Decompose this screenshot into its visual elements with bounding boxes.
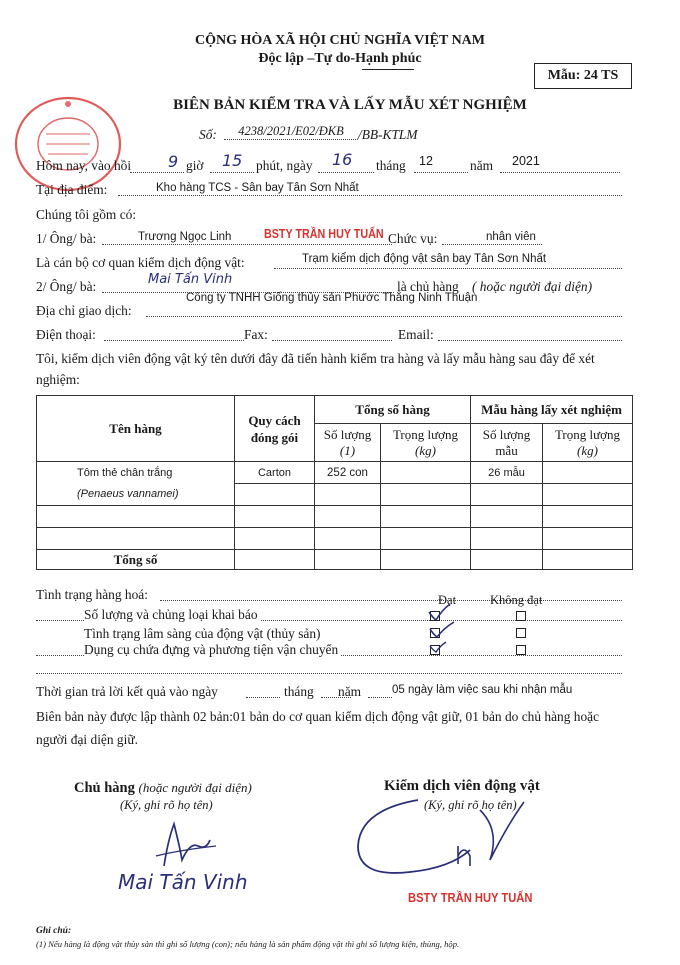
result-month-label: tháng	[284, 684, 314, 699]
month-value: 12	[419, 154, 433, 168]
minute-label: phút, ngày	[256, 158, 313, 173]
country-name: CỘNG HÒA XÃ HỘI CHỦ NGHĨA VIỆT NAM	[194, 33, 485, 48]
result-day-dots	[246, 697, 280, 698]
person2-role-hint: ( hoặc người đại diện)	[472, 279, 593, 294]
doc-number-suffix: /BB-KTLM	[358, 127, 418, 142]
statement-line-2: nghiệm:	[36, 372, 80, 387]
table-cell	[235, 550, 315, 570]
table-cell	[235, 484, 315, 506]
person1-label: 1/ Ông/ bà:	[36, 231, 97, 246]
fail-checkbox-1[interactable]	[516, 611, 526, 621]
sub-weight-text: Trọng lượng	[392, 426, 459, 442]
row-weight	[381, 462, 471, 484]
intro-text: Chúng tôi gồm có:	[36, 207, 137, 222]
fail-checkbox-2[interactable]	[516, 628, 526, 638]
result-prefix: Thời gian trả lời kết quả vào ngày	[36, 684, 218, 699]
condition-item-3: Dụng cụ chứa đựng và phương tiện vận chuyển	[84, 642, 339, 657]
table-cell	[315, 550, 381, 570]
table-cell	[315, 528, 381, 550]
year-dots	[500, 172, 620, 173]
table-cell	[543, 484, 633, 506]
person1-dots	[102, 244, 392, 245]
col-total-header: Tổng số hàng	[315, 396, 471, 424]
sub-sample-weight-header	[543, 424, 633, 462]
position-label: Chức vụ:	[388, 231, 438, 246]
table-cell	[471, 528, 543, 550]
table-cell	[543, 528, 633, 550]
company-name: Công ty TNHH Giống thủy sản Phước Thắng Ninh Thuận	[186, 292, 478, 304]
month-dots	[414, 172, 468, 173]
check-marks	[424, 602, 464, 658]
motto-underline	[362, 69, 414, 70]
sign-left-title: Chủ hàng	[74, 780, 135, 796]
sign-left-name: Mai Tấn Vinh	[118, 870, 248, 894]
day-value: 16	[332, 150, 353, 169]
copies-line-2: người đại diện giữ.	[36, 732, 138, 747]
month-label: tháng	[376, 158, 406, 173]
row-qty: 252 con	[315, 462, 381, 484]
doc-number-label: Số:	[199, 127, 217, 142]
row-latin: (Penaeus vannamei)	[37, 484, 235, 506]
sub-sample-weight-text: Trọng lượng	[554, 426, 621, 442]
table-cell	[235, 528, 315, 550]
minute-value: 15	[222, 151, 243, 170]
sign-right-name: BSTY TRẦN HUY TUẤN	[408, 890, 533, 905]
hour-value: 9	[168, 152, 179, 171]
blank-dotted-line	[36, 673, 622, 674]
table-cell	[381, 506, 471, 528]
doc-number-value: 4238/2021/E02/ĐKB	[224, 124, 358, 140]
sign-left-note: (Ký, ghi rõ họ tên)	[120, 798, 213, 812]
year-label: năm	[470, 158, 494, 173]
fail-checkbox-3[interactable]	[516, 645, 526, 655]
sub-qty-note: (1)	[339, 442, 356, 458]
result-value: 05 ngày làm việc sau khi nhận mẫu	[392, 684, 573, 696]
row-name: Tôm thẻ chân trắng	[37, 462, 235, 484]
table-cell	[471, 506, 543, 528]
table-cell	[471, 550, 543, 570]
copies-line-1: Biên bản này được lập thành 02 bản:01 bản do cơ quan kiểm dịch động vật giữ, 01 bản do chủ hàng hoặc	[36, 709, 600, 724]
sub-qty-text: Số lượng	[323, 426, 372, 442]
goods-table	[36, 395, 633, 570]
location-dots	[118, 195, 622, 196]
table-cell	[315, 484, 381, 506]
form-code-box: Mẫu: 24 TS	[534, 63, 632, 89]
total-label: Tổng số	[37, 550, 235, 570]
pass-header: Đạt	[438, 593, 457, 607]
hour-label: giờ	[186, 158, 204, 173]
condition-item-2: Tình trạng lâm sàng của động vật (thủy sản)	[84, 626, 321, 641]
table-row	[37, 506, 633, 528]
statement-line-1: Tôi, kiểm dịch viên động vật ký tên dưới đây đã tiến hành kiểm tra hàng và lấy mẫu hàng sau đây để xét	[36, 351, 595, 366]
phone-label: Điện thoại:	[36, 327, 96, 342]
sign-left-title-line	[74, 780, 252, 797]
email-dots	[438, 340, 622, 341]
table-cell	[381, 550, 471, 570]
document-title: BIÊN BẢN KIỂM TRA VÀ LẤY MẪU XÉT NGHIỆM	[173, 97, 527, 113]
total-row	[37, 550, 633, 570]
phone-dots	[104, 340, 244, 341]
person2-label: 2/ Ông/ bà:	[36, 279, 97, 294]
table-row	[37, 484, 633, 506]
sub-qty-header	[315, 424, 381, 462]
location-label: Tại địa điểm:	[36, 182, 108, 197]
sub-sample-weight-note: (kg)	[577, 442, 598, 458]
footnote-title: Ghi chú:	[36, 926, 72, 936]
col-pack-line1: Quy cách	[248, 412, 301, 428]
fax-label: Fax:	[244, 327, 268, 342]
inspector-signature-mark	[340, 790, 540, 890]
row-sample-qty: 26 mẫu	[471, 462, 543, 484]
col-pack-header	[235, 396, 315, 462]
result-year-dots	[368, 697, 392, 698]
table-cell	[543, 550, 633, 570]
year-value: 2021	[512, 154, 540, 168]
address-dots	[146, 316, 622, 317]
sign-right-title: Kiểm dịch viên động vật	[384, 778, 540, 794]
condition-item-1: Số lượng và chủng loại khai báo	[84, 607, 258, 622]
table-cell	[543, 506, 633, 528]
sign-right-note: (Ký, ghi rõ họ tên)	[424, 798, 517, 812]
date-prefix: Hôm nay, vào hồi	[36, 158, 132, 173]
footnote-text: (1) Nếu hàng là động vật thủy sản thì ghi số lượng (con); nếu hàng là sản phẩm động vật thì ghi số lượng kiện, thùng, hộp.	[36, 939, 460, 949]
table-cell	[381, 484, 471, 506]
position-value: nhân viên	[486, 231, 536, 243]
col-pack-line2: đóng gói	[250, 429, 299, 445]
email-label: Email:	[398, 327, 434, 342]
person1-name: Trương Ngọc Linh	[138, 231, 232, 243]
person1-stamp: BSTY TRẦN HUY TUẤN	[264, 227, 384, 241]
address-label: Địa chỉ giao dịch:	[36, 303, 132, 318]
minute-dots	[210, 172, 254, 173]
sub-sample-qty-header	[471, 424, 543, 462]
table-cell	[471, 484, 543, 506]
fax-dots	[272, 340, 392, 341]
agency-dots	[274, 268, 622, 269]
condition-dots	[160, 600, 622, 601]
table-row	[37, 462, 633, 484]
sign-left-title-hint: (hoặc người đại diện)	[138, 780, 252, 795]
person2-role: là chủ hàng	[397, 279, 459, 294]
hour-dots	[130, 172, 184, 173]
result-year-label: năm	[338, 684, 362, 699]
table-row	[37, 528, 633, 550]
table-cell	[235, 506, 315, 528]
row-pack: Carton	[235, 462, 315, 484]
owner-signature-mark	[150, 818, 230, 870]
table-cell	[381, 528, 471, 550]
table-cell	[315, 506, 381, 528]
position-dots	[442, 244, 542, 245]
col-sample-header: Mẫu hàng lấy xét nghiệm	[471, 396, 633, 424]
sub-weight-header	[381, 424, 471, 462]
table-cell	[37, 506, 235, 528]
sub-sample-qty-line1: Số lượng	[482, 426, 531, 442]
table-cell	[37, 528, 235, 550]
day-dots	[318, 172, 374, 173]
agency-label: Là cán bộ cơ quan kiểm dịch động vật:	[36, 255, 245, 270]
agency-value: Trạm kiểm dịch động vật sân bay Tân Sơn Nhất	[302, 253, 547, 265]
col-name-header: Tên hàng	[37, 396, 235, 462]
row-sample-weight	[543, 462, 633, 484]
fail-header: Không đạt	[490, 593, 543, 607]
national-motto: Độc lập –Tự do-Hạnh phúc	[258, 51, 422, 66]
sub-sample-qty-line2: mẫu	[495, 442, 518, 458]
location-value: Kho hàng TCS - Sân bay Tân Sơn Nhất	[156, 182, 359, 194]
person2-name: Mai Tấn Vinh	[148, 272, 233, 287]
sub-weight-note: (kg)	[415, 442, 436, 458]
condition-label: Tình trạng hàng hoá:	[36, 587, 148, 602]
